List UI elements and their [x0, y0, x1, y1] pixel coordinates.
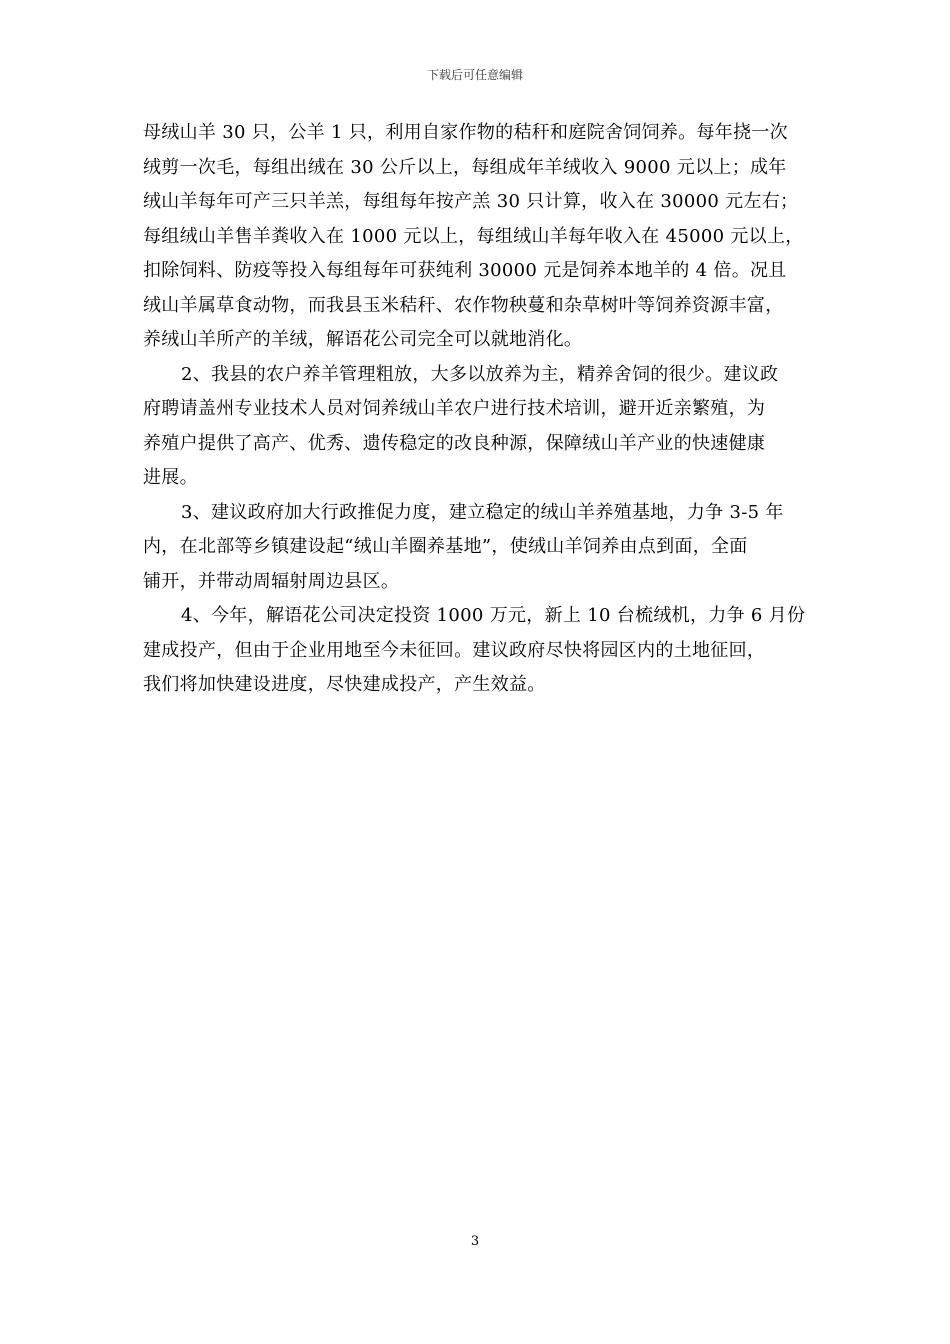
text-line: 每组绒山羊售羊粪收入在 1000 元以上，每组绒山羊每年收入在 45000 元以上， — [143, 225, 804, 247]
text-line: 2、我县的农户养羊管理粗放，大多以放养为主，精养舍饲的很少。建议政 — [181, 363, 779, 385]
text-line: 我们将加快建设进度，尽快建成投产，产生效益。 — [143, 674, 546, 695]
page-header: 下载后可任意编辑 — [426, 68, 523, 82]
text-line: 进展。 — [143, 467, 198, 488]
text-line: 养殖户提供了高产、优秀、遗传稳定的改良种源，保障绒山羊产业的快速健康 — [143, 432, 766, 454]
text-line: 绒山羊属草食动物，而我县玉米秸秆、农作物秧蔓和杂草树叶等饲养资源丰富， — [143, 294, 784, 316]
text-line: 铺开，并带动周辐射周边县区。 — [143, 570, 400, 592]
paragraph-item-4 — [143, 599, 806, 703]
text-line: 扣除饲料、防疫等投入每组每年可获纯利 30000 元是饲养本地羊的 4 倍。况且 — [143, 260, 787, 281]
text-line: 3、建议政府加大行政推促力度，建立稳定的绒山羊养殖基地，力争 3-5 年 — [181, 501, 784, 523]
page-number: 3 — [470, 1234, 480, 1249]
text-line: 建成投产，但由于企业用地至今未征回。建议政府尽快将园区内的土地征回， — [143, 639, 766, 661]
text-line: 府聘请盖州专业技术人员对饲养绒山羊农户进行技术培训，避开近亲繁殖，为 — [143, 398, 766, 419]
text-line: 母绒山羊 30 只，公羊 1 只，利用自家作物的秸秆和庭院舍饲饲养。每年挠一次 — [143, 122, 788, 143]
paragraph-item-3 — [143, 496, 806, 600]
paragraph-continued — [143, 116, 806, 358]
text-line: 养绒山羊所产的羊绒，解语花公司完全可以就地消化。 — [143, 329, 583, 350]
text-line: 绒山羊每年可产三只羊羔，每组每年按产羔 30 只计算，收入在 30000 元左右； — [143, 191, 799, 212]
text-line: 内，在北部等乡镇建设起“绒山羊圈养基地”，使绒山羊饲养由点到面，全面 — [143, 536, 748, 557]
text-line: 4、今年，解语花公司决定投资 1000 万元，新上 10 台梳绒机，力争 6 月份 — [181, 605, 806, 626]
text-line: 绒剪一次毛，每组出绒在 30 公斤以上，每组成年羊绒收入 9000 元以上；成年 — [143, 156, 787, 178]
document-body — [143, 116, 806, 703]
paragraph-item-2 — [143, 358, 806, 496]
